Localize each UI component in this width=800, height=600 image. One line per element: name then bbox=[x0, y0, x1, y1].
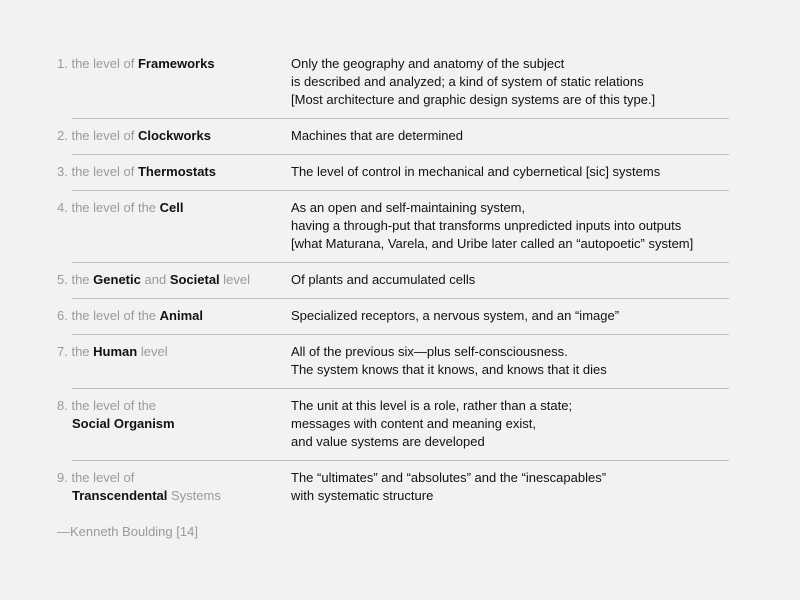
level-prefix: the level of the bbox=[71, 200, 157, 215]
level-number: 8. bbox=[57, 398, 68, 413]
level-name: Frameworks bbox=[137, 56, 215, 71]
level-name: Clockworks bbox=[137, 128, 211, 143]
desc-line: Machines that are determined bbox=[291, 128, 463, 143]
attribution: —Kenneth Boulding [14] bbox=[57, 524, 198, 539]
level-title bbox=[57, 127, 291, 145]
level-name: Transcendental bbox=[72, 488, 168, 503]
level-name-line bbox=[57, 487, 291, 505]
level-row-6 bbox=[57, 299, 729, 335]
level-row-1 bbox=[57, 55, 729, 119]
desc-line: [Most architecture and graphic design systems are of this type.] bbox=[291, 92, 656, 107]
level-number: 1. bbox=[57, 56, 68, 71]
level-row-2 bbox=[57, 119, 729, 155]
level-row-5 bbox=[57, 263, 729, 299]
level-title bbox=[57, 163, 291, 181]
level-title bbox=[57, 397, 291, 451]
desc-line: [what Maturana, Varela, and Uribe later called an “autopoetic” system] bbox=[291, 236, 694, 251]
level-number: 3. bbox=[57, 164, 68, 179]
level-prefix: the bbox=[71, 344, 90, 359]
level-row-8 bbox=[57, 389, 729, 461]
level-conjunction: and bbox=[144, 272, 167, 287]
level-number: 2. bbox=[57, 128, 68, 143]
level-description bbox=[291, 163, 729, 181]
level-description bbox=[291, 307, 729, 325]
desc-line: is described and analyzed; a kind of system of static relations bbox=[291, 74, 644, 89]
level-name: Animal bbox=[159, 308, 203, 323]
level-prefix: the level of bbox=[71, 164, 135, 179]
desc-line: As an open and self-maintaining system, bbox=[291, 200, 526, 215]
level-suffix: level bbox=[140, 344, 168, 359]
level-description bbox=[291, 343, 729, 379]
level-prefix: the level of bbox=[71, 56, 135, 71]
level-description bbox=[291, 55, 729, 109]
level-prefix: the level of bbox=[71, 128, 135, 143]
level-number: 7. bbox=[57, 344, 68, 359]
level-description bbox=[291, 199, 729, 253]
level-row-4 bbox=[57, 191, 729, 263]
level-prefix: the level of bbox=[71, 470, 135, 485]
level-description bbox=[291, 397, 729, 451]
desc-line: having a through-put that transforms unpredicted inputs into outputs bbox=[291, 218, 682, 233]
level-title bbox=[57, 271, 291, 289]
level-suffix: Systems bbox=[171, 488, 221, 503]
level-name: Genetic bbox=[93, 272, 141, 287]
level-title bbox=[57, 307, 291, 325]
desc-line: All of the previous six—plus self-consciousness. bbox=[291, 344, 568, 359]
desc-line: The level of control in mechanical and cybernetical [sic] systems bbox=[291, 164, 661, 179]
desc-line: The system knows that it knows, and knows that it dies bbox=[291, 362, 607, 377]
level-description bbox=[291, 469, 729, 505]
desc-line: and value systems are developed bbox=[291, 434, 485, 449]
level-prefix: the level of the bbox=[71, 398, 157, 413]
desc-line: Of plants and accumulated cells bbox=[291, 272, 476, 287]
level-prefix: the level of the bbox=[71, 308, 157, 323]
levels-list bbox=[57, 55, 729, 515]
level-name: Human bbox=[93, 344, 138, 359]
level-description bbox=[291, 271, 729, 289]
level-title bbox=[57, 469, 291, 505]
desc-line: The “ultimates” and “absolutes” and the “inescapables” bbox=[291, 470, 607, 485]
level-title bbox=[57, 343, 291, 379]
level-description bbox=[291, 127, 729, 145]
level-name-2: Societal bbox=[169, 272, 220, 287]
desc-line: The unit at this level is a role, rather than a state; bbox=[291, 398, 573, 413]
level-number: 5. bbox=[57, 272, 68, 287]
level-name: Thermostats bbox=[137, 164, 216, 179]
desc-line: Only the geography and anatomy of the subject bbox=[291, 56, 565, 71]
desc-line: messages with content and meaning exist, bbox=[291, 416, 536, 431]
level-name: Cell bbox=[159, 200, 184, 215]
level-title bbox=[57, 199, 291, 253]
level-number: 6. bbox=[57, 308, 68, 323]
level-number: 4. bbox=[57, 200, 68, 215]
level-row-7 bbox=[57, 335, 729, 389]
level-suffix: level bbox=[223, 272, 251, 287]
level-number: 9. bbox=[57, 470, 68, 485]
level-row-3 bbox=[57, 155, 729, 191]
desc-line: with systematic structure bbox=[291, 488, 434, 503]
level-prefix: the bbox=[71, 272, 90, 287]
level-title bbox=[57, 55, 291, 109]
desc-line: Specialized receptors, a nervous system, and an “image” bbox=[291, 308, 620, 323]
level-row-9 bbox=[57, 461, 729, 515]
level-name: Social Organism bbox=[72, 416, 175, 431]
